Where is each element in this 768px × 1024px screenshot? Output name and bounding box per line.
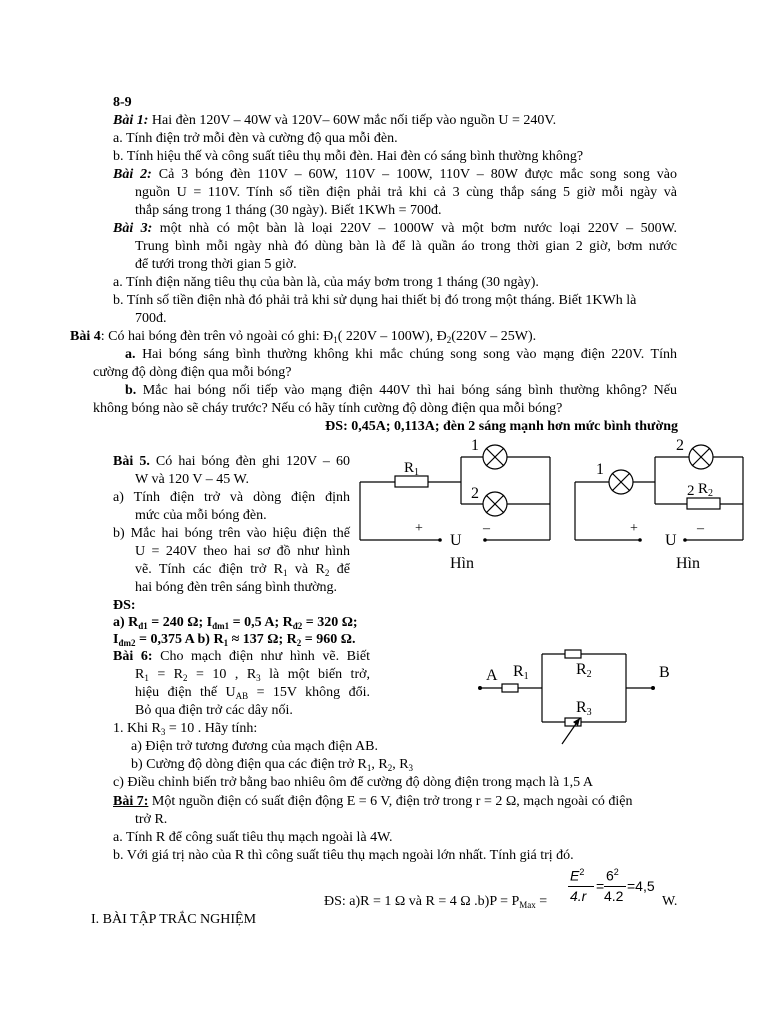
figure-caption: Hìn xyxy=(676,555,700,572)
bai5-ds: ĐS: xyxy=(113,598,136,613)
u-label: U xyxy=(665,532,677,549)
circuit-figure-1 xyxy=(355,432,565,577)
r2-label: R2 xyxy=(576,661,592,680)
formula-num2: $6^2$ xyxy=(606,867,619,884)
bai5-b3: vẽ. Tính các điện trở $R_1$ và $R_2$ để xyxy=(135,562,350,578)
bai6-line4: Bỏ qua điện trở các dây nối. xyxy=(135,703,293,718)
lamp-1-label: 1 xyxy=(596,461,604,478)
r1-label: R1 xyxy=(513,663,529,682)
bai6-line1: Bài 6: Cho mạch điện như hình vẽ. Biết xyxy=(113,649,371,664)
plus-label: + xyxy=(415,521,423,536)
bai4-b2: không bóng nào sẽ cháy trước? Nếu có hãy tính cường độ dòng điện qua mỗi bóng? xyxy=(93,401,563,416)
bai3-line3: để tưới trong thời gian 5 giờ. xyxy=(135,257,297,272)
bai6-qa: a) Điện trở tương đương của mạch điện AB. xyxy=(131,739,378,754)
section-heading: I. BÀI TẬP TRẮC NGHIỆM xyxy=(91,912,257,927)
lamp-1-label: 1 xyxy=(471,437,479,454)
bai6-qb: b) Cường độ dòng điện qua các điện trở $R_1$, $R_2$, $R_3$ xyxy=(131,757,414,773)
formula-bar1 xyxy=(568,886,594,887)
bai7-unit: W. xyxy=(662,894,678,909)
circuit-figure-2 xyxy=(570,432,768,577)
bai4-line1: Bài 4: Có hai bóng đèn trên vỏ ngoài có ghi: $Đ_1$( 220V – 100W), $Đ_2(220V - 25W)$. xyxy=(70,329,537,345)
bai3-line1: Bài 3: một nhà có một bàn là loại 220V – 1000W và một bơm nước loại 220V – 500W. xyxy=(113,221,678,236)
bai7-line2: trở R. xyxy=(135,812,168,827)
node-a-label: A xyxy=(486,667,498,684)
minus-label: – xyxy=(483,521,490,536)
node-b-label: B xyxy=(659,664,670,681)
bai3-line2: Trung bình mỗi ngày nhà đó dùng bàn là để là quần áo trong thời gian 2 giờ, bơm nước xyxy=(135,239,677,254)
r2-num: 2 xyxy=(687,483,695,499)
bai6-q1: 1. Khi $R_3 = 10$ . Hãy tính: xyxy=(113,721,258,737)
bai7-line1: Bài 7: Một nguồn điện có suất điện động E = 6 V, điện trở trong r = 2 Ω, mạch ngoài có điện xyxy=(113,794,633,809)
bai5-a1: a) Tính điện trở và dòng điện định xyxy=(113,490,350,505)
formula-result: =4,5 xyxy=(627,878,655,894)
bai4-answer: ĐS: 0,45A; 0,113A; đèn 2 sáng mạnh hơn mức bình thường xyxy=(325,419,678,434)
bai5-b2: U = 240V theo hai sơ đồ như hình xyxy=(135,544,350,559)
u-label: U xyxy=(450,532,462,549)
bai7-a: a. Tính R để công suất tiêu thụ mạch ngoài là 4W. xyxy=(113,830,393,845)
minus-label: – xyxy=(697,521,704,536)
bai7-answer: ĐS: a)R = 1 Ω và R = 4 Ω $.b)P = P_{Max}$ = xyxy=(324,894,548,910)
bai3-b1: b. Tính số tiền điện nhà đó phải trả khi sử dụng hai thiết bị đó trong một tháng. Biết 1KWh là xyxy=(113,293,637,308)
bai6-line3: hiệu điện thế $U_{AB} = 15V$ không đổi. xyxy=(135,685,370,701)
bai4-a1: a. Hai bóng sáng bình thường không khi mắc chúng song song vào mạng điện 220V. Tính xyxy=(125,347,677,362)
bai7-b: b. Với giá trị nào của R thì công suất tiêu thụ mạch ngoài lớn nhất. Tính giá trị đó. xyxy=(113,848,574,863)
bai4-a2: cường độ dòng điện qua mỗi bóng? xyxy=(93,365,292,380)
bai6-line2: $R_1 = R_2 = 10$ , $R_3$ là một biến trở, xyxy=(135,667,371,683)
bai5-line2: W và 120 V – 45 W. xyxy=(135,472,249,487)
bai5-a2: mức của mỗi bóng đèn. xyxy=(135,508,267,523)
resistor-r1 xyxy=(395,476,428,487)
bai2-line3: thắp sáng trong 1 tháng (30 ngày). Biết 1KWh = 700đ. xyxy=(135,203,442,218)
bai2-line2: nguồn U = 110V. Tính số tiền điện phải trả khi cả 3 cùng thắp sáng 5 giờ mỗi ngày và xyxy=(135,185,677,200)
r2-label: $R_2$ xyxy=(698,481,714,499)
bai5-result-line2: $I_{đm2} = 0,375$ A b) $R_1 \approx 137$ Ω; $R_2 = 960$ Ω. xyxy=(113,632,356,648)
r3-label: R3 xyxy=(576,699,592,718)
bai1-line1: Bài 1: Hai đèn 120V – 40W và 120V– 60W mắc nối tiếp vào nguồn U = 240V. xyxy=(113,113,557,128)
formula-den2: 4.2 xyxy=(604,888,624,904)
bai3-a: a. Tính điện năng tiêu thụ của bàn là, của máy bơm trong 1 tháng (30 ngày). xyxy=(113,275,539,290)
formula-eq: = xyxy=(596,878,605,894)
bai1-a: a. Tính điện trở mỗi đèn và cường độ qua mỗi đèn. xyxy=(113,131,398,146)
circuit-figure-3 xyxy=(470,640,690,762)
page-header: 8-9 xyxy=(113,95,132,110)
bai5-b4: hai bóng đèn trên sáng bình thường. xyxy=(135,580,338,595)
bai5-b1: b) Mắc hai bóng trên vào hiệu điện thế xyxy=(113,526,350,541)
bai4-b1: b. Mắc hai bóng nối tiếp vào mạng điện 440V thì hai bóng sáng bình thường không? Nếu xyxy=(125,383,677,398)
formula-bar2 xyxy=(604,886,626,887)
lamp-2-label: 2 xyxy=(471,485,479,502)
resistor-r1 xyxy=(502,684,518,692)
resistor-r2 xyxy=(565,650,581,658)
power-formula xyxy=(566,866,666,908)
r1-label: $R_1$ xyxy=(404,460,420,478)
bai5-result-line1: a) $R_{đ1} = 240$ Ω; $I_{đm1} = 0,5$ A; $R_{đ2} = 320$ Ω; xyxy=(113,615,358,631)
formula-den1: 4.r xyxy=(570,888,587,904)
plus-label: + xyxy=(630,521,638,536)
formula-num1: $E^2$ xyxy=(570,867,585,884)
bai6-qc: c) Điều chỉnh biến trở bằng bao nhiêu ôm để cường độ dòng điện trong mạch là 1,5 A xyxy=(113,775,594,790)
bai5-line1: Bài 5. Có hai bóng đèn ghi 120V – 60 xyxy=(113,454,350,469)
bai2-line1: Bài 2: Cả 3 bóng đèn 110V – 60W, 110V – 100W, 110V – 80W được mắc song song vào xyxy=(113,167,678,182)
bai3-b2: 700đ. xyxy=(135,311,167,326)
figure-caption: Hìn xyxy=(450,555,474,572)
resistor-r2 xyxy=(687,498,720,509)
bai1-b: b. Tính hiệu thế và công suất tiêu thụ mỗi đèn. Hai đèn có sáng bình thường không? xyxy=(113,149,584,164)
lamp-2-label: 2 xyxy=(676,437,684,454)
